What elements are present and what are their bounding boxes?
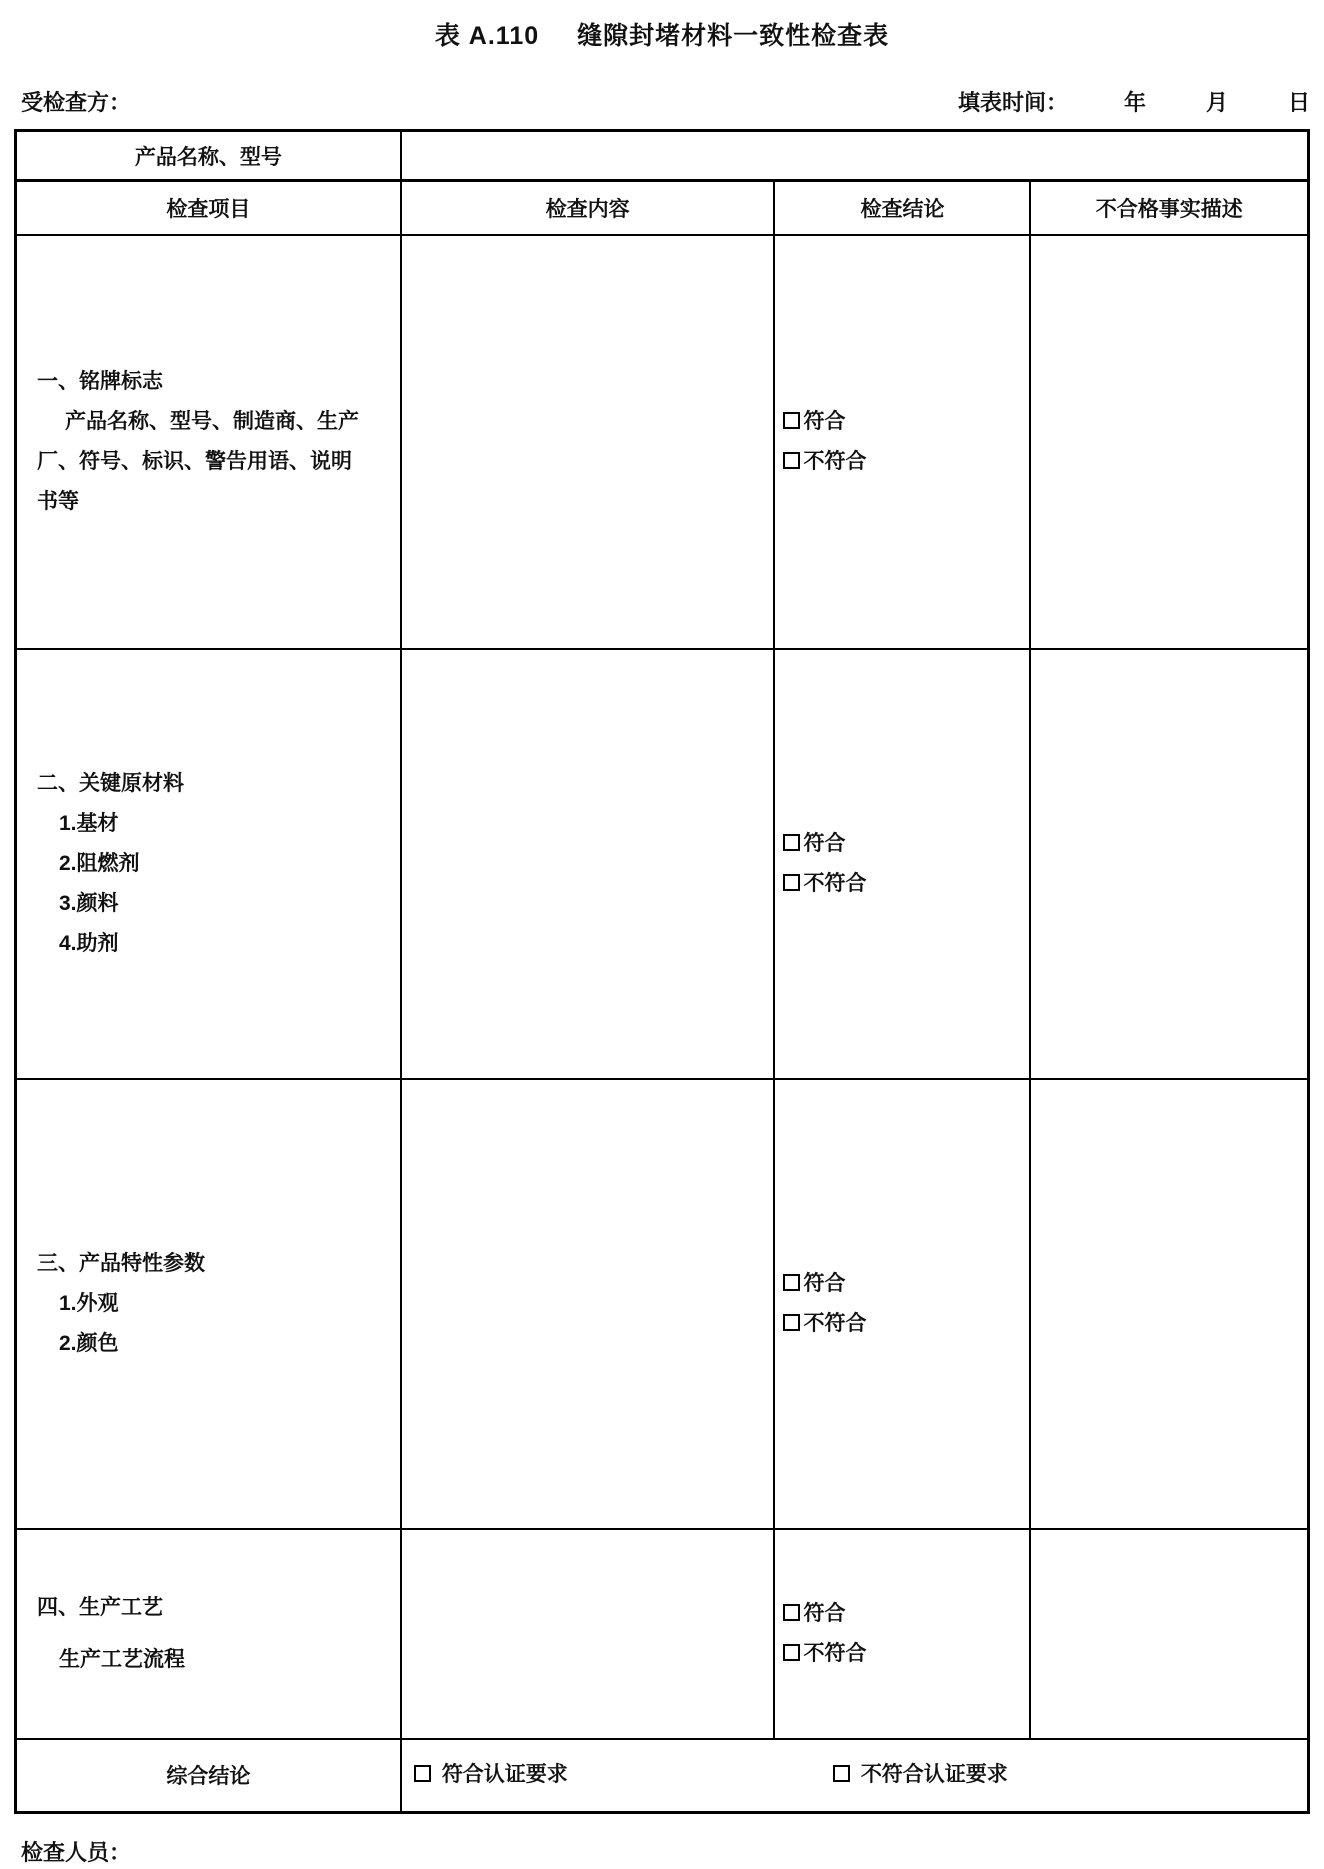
nonconform-label: 不符合 (803, 1641, 867, 1665)
fails-certification-option[interactable] (833, 1755, 1008, 1795)
item-heading: 四、生产工艺 (37, 1595, 163, 1619)
table-row-process (16, 1529, 1309, 1739)
item-heading: 二、关键原材料 (37, 771, 184, 795)
table-row-characteristics (16, 1079, 1309, 1529)
table-row-nameplate (16, 235, 1309, 649)
document-page (0, 16, 1324, 1867)
table-row-raw-materials (16, 649, 1309, 1079)
nonconformity-cell[interactable] (1030, 1529, 1308, 1739)
checkbox-conform-icon[interactable] (783, 1274, 800, 1291)
overall-conclusion-row (16, 1739, 1309, 1813)
header-check-content: 检查内容 (401, 181, 775, 235)
item-label-cell (16, 235, 401, 649)
meets-certification-option[interactable] (414, 1755, 568, 1795)
item-line: 书等 (37, 489, 79, 513)
checkbox-nonconform-icon[interactable] (783, 452, 800, 469)
item-heading: 一、铭牌标志 (37, 369, 163, 393)
conclusion-cell (774, 1079, 1030, 1529)
checkbox-nonconform-icon[interactable] (783, 1314, 800, 1331)
conform-label: 符合 (803, 1271, 846, 1295)
inspector-label: 检查人员： (21, 1840, 132, 1865)
item-line: 生产工艺流程 (59, 1647, 185, 1671)
conform-option[interactable] (783, 402, 1029, 442)
conform-option[interactable] (783, 1264, 1029, 1304)
overall-conclusion-cell (401, 1739, 1309, 1813)
checkbox-fails-certification-icon[interactable] (833, 1765, 850, 1782)
conclusion-cell (774, 235, 1030, 649)
item-heading: 三、产品特性参数 (37, 1251, 205, 1275)
conform-option[interactable] (783, 1594, 1029, 1634)
checkbox-conform-icon[interactable] (783, 1604, 800, 1621)
item-line: 1.基材 (59, 811, 119, 835)
fill-time-group (958, 86, 1310, 117)
inspected-party-label: 受检查方： (21, 90, 132, 115)
fill-time-label: 填表时间： (957, 90, 1068, 115)
conclusion-cell (774, 649, 1030, 1079)
checkbox-meets-certification-icon[interactable] (414, 1765, 431, 1782)
meets-certification-label: 符合认证要求 (441, 1763, 568, 1787)
overall-conclusion-label: 综合结论 (16, 1739, 401, 1813)
conform-label: 符合 (803, 1601, 846, 1625)
header-check-item: 检查项目 (16, 181, 401, 235)
table-header-row (16, 181, 1309, 235)
conform-option[interactable] (783, 824, 1029, 864)
product-name-label: 产品名称、型号 (16, 131, 401, 181)
nonconform-option[interactable] (783, 864, 1029, 904)
table-title-text: 缝隙封堵材料一致性检查表 (577, 22, 890, 50)
checkbox-conform-icon[interactable] (783, 834, 800, 851)
nonconform-option[interactable] (783, 442, 1029, 482)
table-number: 表 A.110 (434, 22, 540, 50)
checkbox-nonconform-icon[interactable] (783, 1644, 800, 1661)
nonconform-label: 不符合 (803, 871, 867, 895)
header-check-conclusion: 检查结论 (774, 181, 1030, 235)
fails-certification-label: 不符合认证要求 (860, 1763, 1008, 1787)
product-name-row (16, 131, 1309, 181)
item-label-cell (16, 649, 401, 1079)
year-label: 年 (1123, 90, 1146, 115)
item-line: 厂、符号、标识、警告用语、说明 (37, 449, 352, 473)
checkbox-nonconform-icon[interactable] (783, 874, 800, 891)
nonconform-option[interactable] (783, 1304, 1029, 1344)
item-line: 2.阻燃剂 (59, 851, 140, 875)
item-label-cell (16, 1529, 401, 1739)
day-label: 日 (1287, 90, 1310, 115)
nonconformity-cell[interactable] (1030, 649, 1308, 1079)
nonconformity-cell[interactable] (1030, 235, 1308, 649)
nonconform-label: 不符合 (803, 449, 867, 473)
check-content-cell[interactable] (401, 1529, 775, 1739)
conclusion-cell (774, 1529, 1030, 1739)
item-line: 4.助剂 (59, 931, 119, 955)
product-name-value-cell[interactable] (401, 131, 1309, 181)
page-title (14, 16, 1310, 52)
item-line: 3.颜料 (59, 891, 119, 915)
inspection-table (14, 129, 1310, 1814)
nonconformity-cell[interactable] (1030, 1079, 1308, 1529)
check-content-cell[interactable] (401, 235, 775, 649)
item-line: 2.颜色 (59, 1331, 119, 1355)
checkbox-conform-icon[interactable] (783, 412, 800, 429)
check-content-cell[interactable] (401, 649, 775, 1079)
item-line: 1.外观 (59, 1291, 119, 1315)
meta-row (14, 86, 1310, 117)
conform-label: 符合 (803, 831, 846, 855)
nonconform-label: 不符合 (803, 1311, 867, 1335)
item-line: 产品名称、型号、制造商、生产 (65, 409, 359, 433)
header-nonconformity: 不合格事实描述 (1030, 181, 1308, 235)
month-label: 月 (1205, 90, 1228, 115)
conform-label: 符合 (803, 409, 846, 433)
check-content-cell[interactable] (401, 1079, 775, 1529)
nonconform-option[interactable] (783, 1634, 1029, 1674)
item-label-cell (16, 1079, 401, 1529)
